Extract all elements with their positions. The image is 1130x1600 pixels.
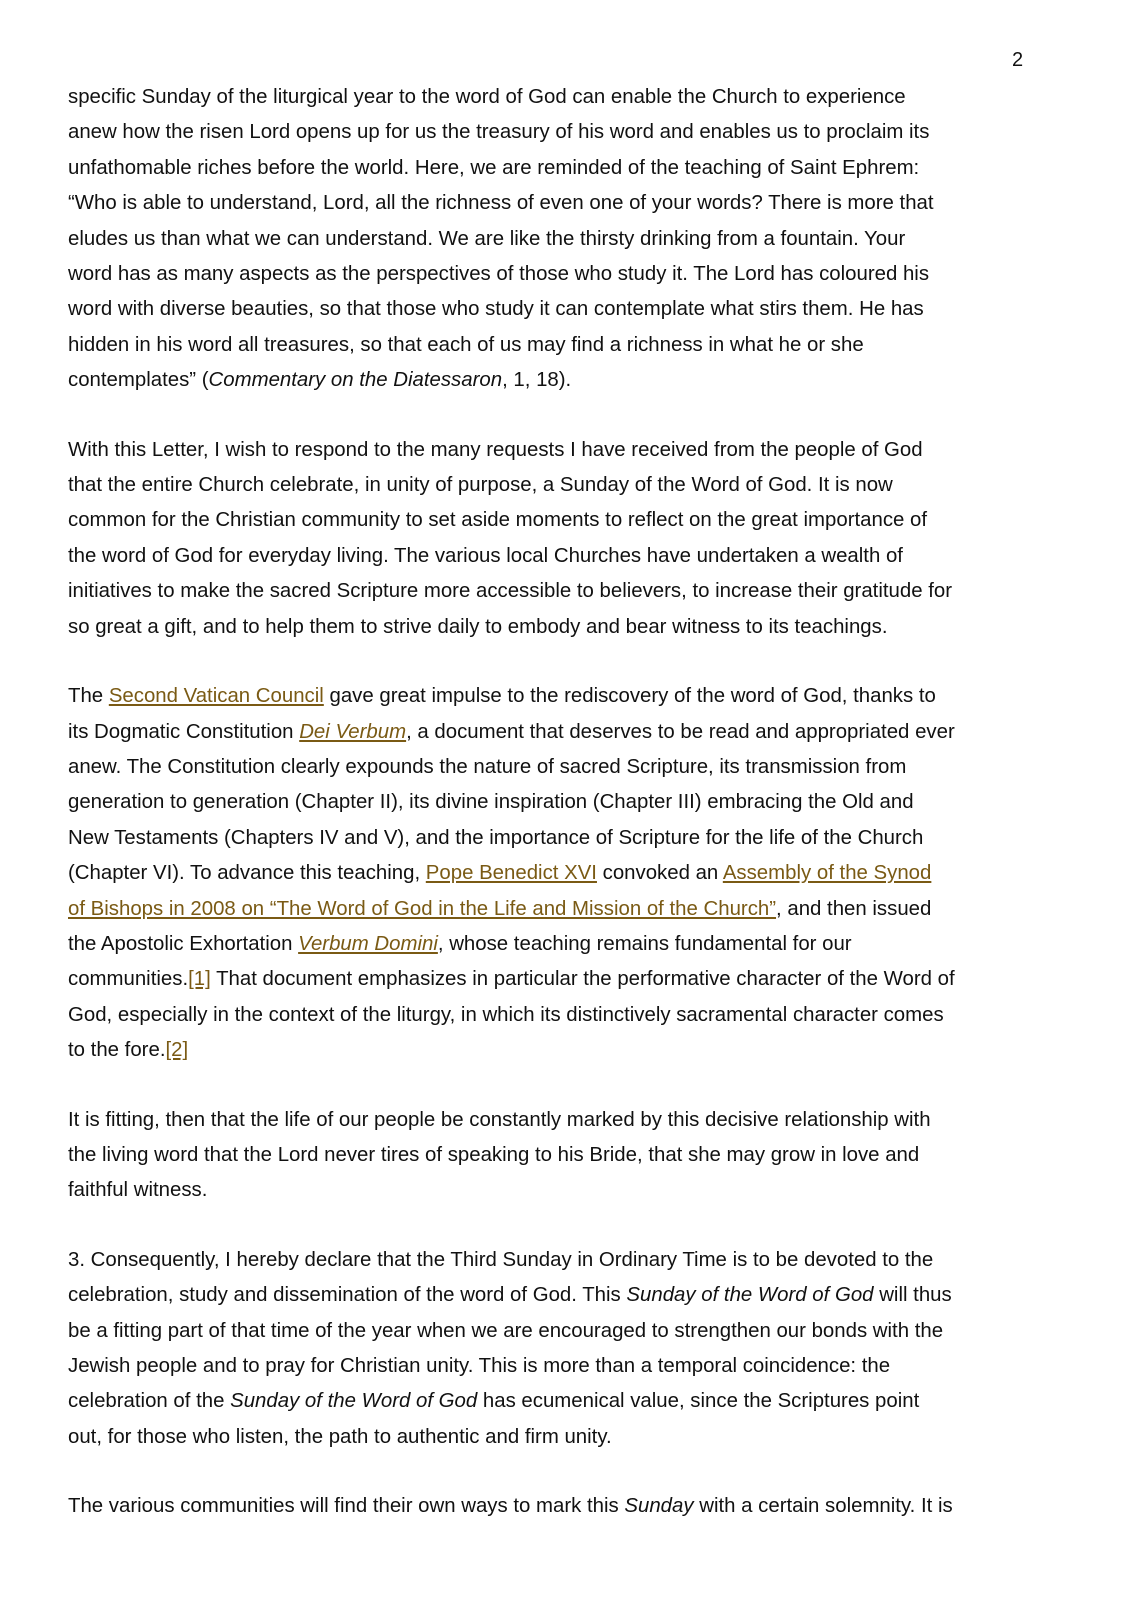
text-line: so great a gift, and to help them to strive daily to embody and bear witness to its teachings. xyxy=(68,615,888,638)
text-line: 3. Consequently, I hereby declare that the Third Sunday in Ordinary Time is to be devoted to the xyxy=(68,1248,934,1271)
text-line: word has as many aspects as the perspectives of those who study it. The Lord has coloured his xyxy=(68,263,930,286)
text-line xyxy=(68,962,1068,997)
text-run: will thus xyxy=(873,1284,952,1307)
text-line: anew. The Constitution clearly expounds the nature of sacred Scripture, its transmission from xyxy=(68,755,907,778)
text-line xyxy=(68,856,1068,891)
text-run: The xyxy=(68,685,109,708)
paragraph-communities xyxy=(68,1489,1068,1524)
text-run: communities. xyxy=(68,968,189,991)
text-line: God, especially in the context of the liturgy, in which its distinctively sacramental character comes xyxy=(68,1003,944,1026)
text-line xyxy=(68,927,1068,962)
text-line xyxy=(68,1384,1068,1419)
text-line: faithful witness. xyxy=(68,1179,208,1202)
paragraph-letter-purpose xyxy=(68,433,1068,645)
text-line: unfathomable riches before the world. Here, we are reminded of the teaching of Saint Ephrem: xyxy=(68,156,920,179)
text-run: has ecumenical value, since the Scriptures point xyxy=(477,1390,920,1413)
page-number: 2 xyxy=(1012,49,1024,71)
paragraph-ephrem xyxy=(68,80,1068,399)
text-line: the word of God for everyday living. The various local Churches have undertaken a wealth of xyxy=(68,544,903,567)
text-line: hidden in his word all treasures, so that each of us may find a richness in what he or she xyxy=(68,333,864,356)
text-line: eludes us than what we can understand. We are like the thirsty drinking from a fountain. Your xyxy=(68,227,906,250)
text-line: generation to generation (Chapter II), its divine inspiration (Chapter III) embracing the Old and xyxy=(68,791,914,814)
verbum-domini-link[interactable]: Verbum Domini xyxy=(298,932,438,955)
paragraph-section-3 xyxy=(68,1243,1068,1455)
text-run: the Apostolic Exhortation xyxy=(68,932,299,955)
text-run: (Chapter VI). To advance this teaching, xyxy=(68,862,426,885)
synod-assembly-link[interactable]: Assembly of the Synod xyxy=(722,862,932,885)
dei-verbum-link[interactable]: Dei Verbum xyxy=(299,720,407,743)
text-line: the living word that the Lord never tires of speaking to his Bride, that she may grow in love and xyxy=(68,1143,920,1166)
text-line: that the entire Church celebrate, in unity of purpose, a Sunday of the Word of God. It is now xyxy=(68,474,893,497)
text-run: to the fore. xyxy=(68,1039,166,1062)
text-run: with a certain solemnity. It is xyxy=(693,1495,953,1518)
paragraph-living-word xyxy=(68,1103,1068,1209)
footnote-2-link[interactable]: [2] xyxy=(165,1039,189,1062)
paragraph-vatican-council xyxy=(68,679,1068,1068)
text-line xyxy=(68,1033,1068,1068)
text-line xyxy=(68,1489,1068,1524)
text-run: celebration, study and dissemination of the word of God. This xyxy=(68,1284,627,1307)
synod-assembly-link-continued[interactable]: of Bishops in 2008 on “The Word of God in the Life and Mission of the Church” xyxy=(68,897,777,920)
text-line: specific Sunday of the liturgical year to the word of God can enable the Church to experience xyxy=(68,86,906,108)
text-run: That document emphasizes in particular the performative character of the Word of xyxy=(210,968,955,991)
document-body xyxy=(68,80,1068,1559)
text-run: celebration of the xyxy=(68,1390,231,1413)
text-line xyxy=(68,679,1068,714)
text-run: , and then issued xyxy=(776,897,932,920)
emphasis-sunday-word-of-god: Sunday of the Word of God xyxy=(230,1390,478,1413)
text-line: word with diverse beauties, so that those who study it can contemplate what stirs them. He has xyxy=(68,298,924,321)
text-line: “Who is able to understand, Lord, all the richness of even one of your words? There is more that xyxy=(68,192,934,215)
footnote-1-link[interactable]: [1] xyxy=(188,968,211,991)
text-run: , a document that deserves to be read and appropriated ever xyxy=(406,720,955,743)
text-line: With this Letter, I wish to respond to the many requests I have received from the people of God xyxy=(68,438,923,461)
second-vatican-council-link[interactable]: Second Vatican Council xyxy=(108,685,324,708)
text-run: gave great impulse to the rediscovery of the word of God, thanks to xyxy=(323,685,936,708)
text-line: out, for those who listen, the path to authentic and firm unity. xyxy=(68,1425,612,1448)
text-line: common for the Christian community to set aside moments to reflect on the great importance of xyxy=(68,509,928,532)
text-line xyxy=(68,363,1068,398)
text-line: initiatives to make the sacred Scripture more accessible to believers, to increase their gratitude for xyxy=(68,580,953,603)
text-line xyxy=(68,1278,1068,1313)
text-line xyxy=(68,715,1068,750)
text-run: contemplates” ( xyxy=(68,369,209,392)
text-line: It is fitting, then that the life of our people be constantly marked by this decisive relationship with xyxy=(68,1108,931,1131)
text-line: be a fitting part of that time of the year when we are encouraged to strengthen our bonds with the xyxy=(68,1319,944,1342)
text-run: , 1, 18). xyxy=(502,369,572,392)
text-line xyxy=(68,892,1068,927)
text-line: Jewish people and to pray for Christian unity. This is more than a temporal coincidence: the xyxy=(68,1355,891,1377)
citation-title: Commentary on the Diatessaron xyxy=(208,369,503,392)
text-line: anew how the risen Lord opens up for us the treasury of his word and enables us to proclaim its xyxy=(68,121,930,144)
emphasis-sunday: Sunday xyxy=(624,1495,694,1518)
text-run: convoked an xyxy=(596,862,723,885)
text-run: The various communities will find their own ways to mark this xyxy=(68,1495,625,1518)
pope-benedict-xvi-link[interactable]: Pope Benedict XVI xyxy=(425,862,597,885)
text-run: its Dogmatic Constitution xyxy=(68,720,300,743)
text-run: , whose teaching remains fundamental for our xyxy=(437,932,852,955)
emphasis-sunday-word-of-god: Sunday of the Word of God xyxy=(626,1284,874,1307)
text-line: New Testaments (Chapters IV and V), and the importance of Scripture for the life of the Church xyxy=(68,826,924,849)
